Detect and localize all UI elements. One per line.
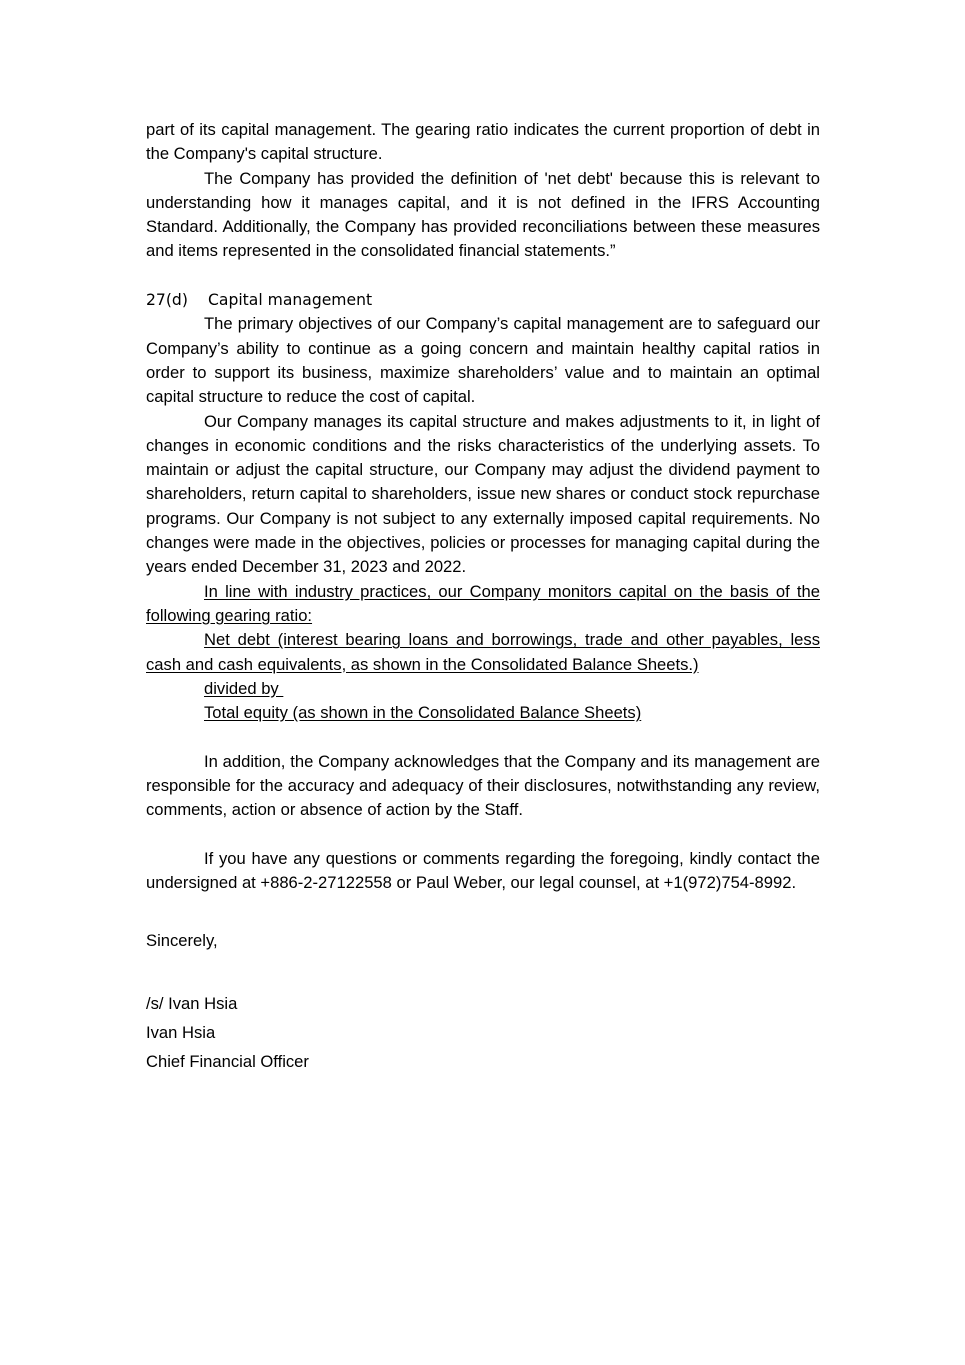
letter-page <box>146 118 820 1076</box>
paragraph-industry-practices: In line with industry practices, our Company monitors capital on the basis of the following gearing ratio: <box>146 581 820 625</box>
paragraph-capital-structure: Our Company manages its capital structure and makes adjustments to it, in light of changes in economic conditions and the risks characteristics of the underlying assets. To maintain or adjust the capital structure, our Company may adjust the dividend payment to shareholders, return capital to shareholders, issue new shares or conduct stock repurchase programs. Our Company is not subject to any externally imposed capital requirements. No changes were made in the objectives, policies or processes for managing capital during the years ended December 31, 2023 and 2022. <box>146 411 820 577</box>
section-title: Capital management <box>208 291 373 310</box>
signature: /s/ Ivan Hsia <box>146 993 238 1013</box>
paragraph-contact: If you have any questions or comments regarding the foregoing, kindly contact the undersigned at +886-2-27122558 or Paul Weber, our legal counsel, at +1(972)754-8992. <box>146 848 820 893</box>
section-heading <box>146 288 820 312</box>
section-number: 27(d) <box>146 291 188 310</box>
paragraph-gearing-ratio: part of its capital management. The gearing ratio indicates the current proportion of debt in the Company's capital structure. <box>146 120 820 164</box>
salutation: Sincerely, <box>146 930 218 950</box>
paragraph-net-debt-formula: Net debt (interest bearing loans and borrowings, trade and other payables, less cash and cash equivalents, as shown in the Consolidated Balance Sheets.) <box>146 630 820 674</box>
spacer <box>146 264 820 288</box>
spacer <box>146 823 820 847</box>
spacer <box>146 725 820 749</box>
signer-name: Ivan Hsia <box>146 1022 216 1042</box>
total-equity-line: Total equity (as shown in the Consolidated Balance Sheets) <box>204 703 642 723</box>
paragraph-acknowledgement: In addition, the Company acknowledges that the Company and its management are responsible for the accuracy and adequacy of their disclosures, notwithstanding any review, comments, action or absence of action by the Staff. <box>146 751 820 820</box>
paragraph-capital-objectives: The primary objectives of our Company’s capital management are to safeguard our Company’s ability to continue as a going concern and maintain healthy capital ratios in order to support its business, maximize shareholders’ value and to maintain an optimal capital structure to reduce the cost of capital. <box>146 314 820 407</box>
signer-title: Chief Financial Officer <box>146 1051 309 1071</box>
spacer <box>146 896 820 926</box>
spacer <box>146 955 820 989</box>
divided-by-line: divided by <box>204 678 284 698</box>
paragraph-net-debt-definition: The Company has provided the definition of 'net debt' because this is relevant to understanding how it manages capital, and it is not defined in the IFRS Accounting Standard. Additionally, the Company has provided reconciliations between these measures and items represented in the consolidated financial statements.” <box>146 168 820 261</box>
